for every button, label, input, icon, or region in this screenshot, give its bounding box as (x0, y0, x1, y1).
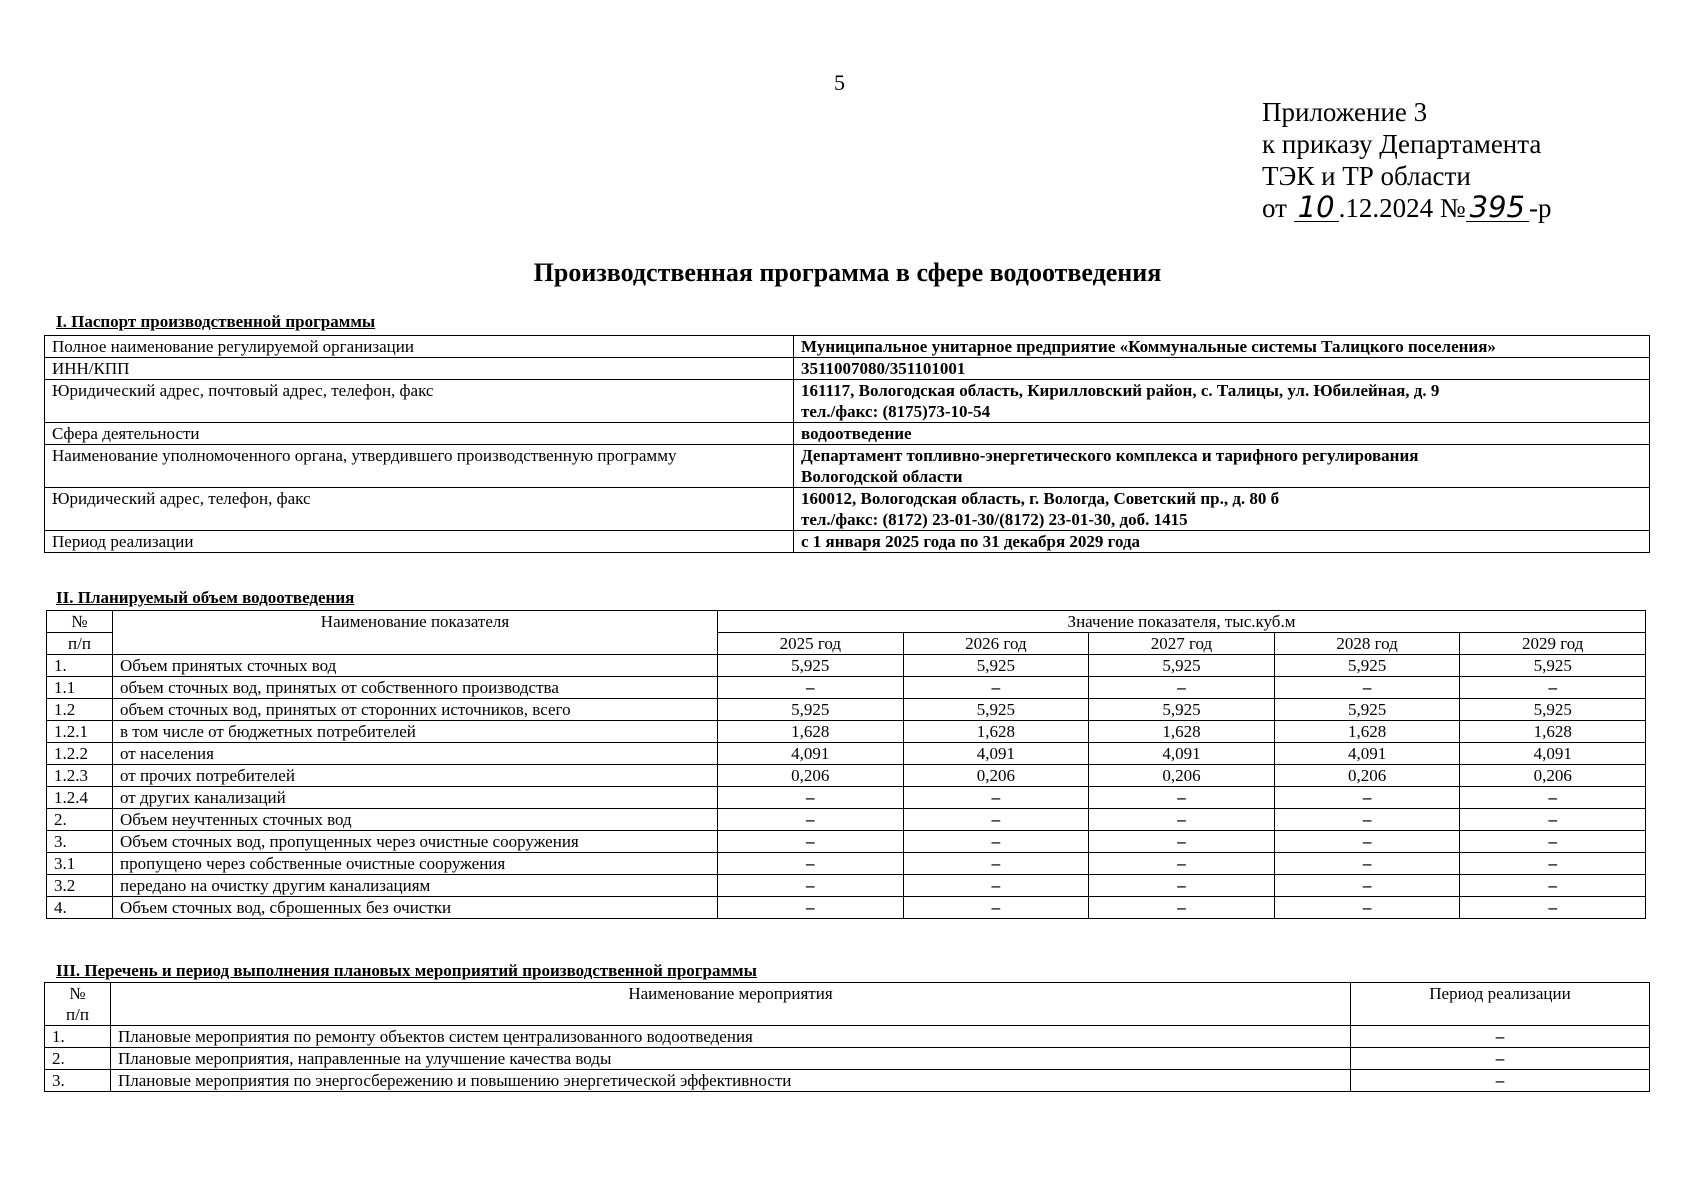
page-title: Производственная программа в сфере водоотведения (533, 258, 1162, 287)
indicator-value: – (1089, 809, 1275, 831)
col-no-header-2: п/п (47, 633, 113, 655)
passport-label: Наименование уполномоченного органа, утвердившего производственную программу (45, 445, 794, 488)
indicator-value: – (1274, 809, 1460, 831)
indicator-value: 4,091 (718, 743, 904, 765)
indicator-value: – (718, 831, 904, 853)
passport-value (794, 358, 1650, 380)
row-number: 1.1 (47, 677, 113, 699)
row-number: 1.2.3 (47, 765, 113, 787)
volume-table (46, 610, 1646, 919)
volume-row (47, 743, 1646, 765)
appendix-line-3: ТЭК и ТР области (1262, 161, 1471, 191)
indicator-value: – (903, 875, 1089, 897)
row-number: 1. (47, 655, 113, 677)
activity-name: Плановые мероприятия по энергосбережению и повышению энергетической эффективности (111, 1070, 1351, 1092)
passport-row (45, 445, 1650, 488)
indicator-value: 5,925 (1274, 655, 1460, 677)
passport-value-line-2: тел./факс: (8175)73-10-54 (801, 402, 991, 421)
indicator-value: – (1460, 831, 1646, 853)
appendix-line-2: к приказу Департамента (1262, 129, 1542, 159)
row-number: 1.2.1 (47, 721, 113, 743)
indicator-value: – (1089, 853, 1275, 875)
activity-period: – (1351, 1070, 1650, 1092)
passport-value-line-1: водоотведение (801, 424, 912, 443)
passport-value (794, 531, 1650, 553)
passport-label: Период реализации (45, 531, 794, 553)
indicator-name: Объем сточных вод, сброшенных без очистки (113, 897, 718, 919)
activity-period: – (1351, 1048, 1650, 1070)
passport-row (45, 423, 1650, 445)
passport-label: Юридический адрес, телефон, факс (45, 488, 794, 531)
volume-row (47, 765, 1646, 787)
appendix-header (1262, 96, 1551, 224)
activity-row (45, 1070, 1650, 1092)
row-number: 3.1 (47, 853, 113, 875)
indicator-value: 5,925 (1089, 655, 1275, 677)
order-number-handwritten: 395 (1466, 193, 1529, 222)
indicator-value: 0,206 (1460, 765, 1646, 787)
indicator-value: – (718, 677, 904, 699)
indicator-name: Объем принятых сточных вод (113, 655, 718, 677)
passport-value-line-1: 3511007080/351101001 (801, 359, 966, 378)
indicator-name: от прочих потребителей (113, 765, 718, 787)
indicator-value: – (1460, 677, 1646, 699)
volume-row (47, 699, 1646, 721)
passport-label: Юридический адрес, почтовый адрес, телефон, факс (45, 380, 794, 423)
volume-row (47, 875, 1646, 897)
appendix-date-line (1262, 192, 1551, 224)
indicator-value: – (1460, 787, 1646, 809)
activities-table (44, 982, 1650, 1092)
passport-value-line-1: 160012, Вологодская область, г. Вологда, Советский пр., д. 80 б (801, 489, 1280, 508)
passport-value (794, 445, 1650, 488)
indicator-name: объем сточных вод, принятых от собственного производства (113, 677, 718, 699)
indicator-name: Объем сточных вод, пропущенных через очистные сооружения (113, 831, 718, 853)
indicator-value: – (1089, 677, 1275, 699)
indicator-value: 5,925 (1274, 699, 1460, 721)
passport-value (794, 423, 1650, 445)
indicator-value: 4,091 (1089, 743, 1275, 765)
volume-row (47, 809, 1646, 831)
indicator-value: – (1089, 831, 1275, 853)
volume-row (47, 831, 1646, 853)
indicator-value: 5,925 (903, 655, 1089, 677)
passport-value-line-1: Департамент топливно-энергетического комплекса и тарифного регулирования (801, 446, 1419, 465)
indicator-value: – (1460, 853, 1646, 875)
col-no-header: № (47, 611, 113, 633)
indicator-value: – (903, 853, 1089, 875)
indicator-value: – (1089, 897, 1275, 919)
activity-number: 1. (45, 1026, 111, 1048)
indicator-value: – (718, 897, 904, 919)
activity-name: Плановые мероприятия по ремонту объектов систем централизованного водоотведения (111, 1026, 1351, 1048)
passport-value-line-2: тел./факс: (8172) 23-01-30/(8172) 23-01-30, доб. 1415 (801, 510, 1188, 529)
indicator-value: – (903, 831, 1089, 853)
passport-row (45, 531, 1650, 553)
activity-col-name-header: Наименование мероприятия (111, 983, 1351, 1026)
passport-value (794, 380, 1650, 423)
activity-number: 3. (45, 1070, 111, 1092)
year-header: 2028 год (1274, 633, 1460, 655)
volume-row (47, 721, 1646, 743)
activity-row (45, 1048, 1650, 1070)
indicator-name: объем сточных вод, принятых от сторонних источников, всего (113, 699, 718, 721)
passport-row (45, 488, 1650, 531)
indicator-value: 0,206 (718, 765, 904, 787)
indicator-value: – (1460, 875, 1646, 897)
indicator-value: – (1089, 787, 1275, 809)
indicator-value: – (718, 875, 904, 897)
passport-label: Полное наименование регулируемой организации (45, 336, 794, 358)
indicator-value: – (1274, 853, 1460, 875)
indicator-value: 1,628 (1274, 721, 1460, 743)
indicator-value: – (718, 853, 904, 875)
indicator-value: – (903, 809, 1089, 831)
row-number: 1.2.2 (47, 743, 113, 765)
year-header: 2025 год (718, 633, 904, 655)
indicator-value: – (1274, 677, 1460, 699)
order-suffix: -р (1528, 193, 1552, 223)
section-1-title: I. Паспорт производственной программы (56, 312, 376, 331)
activity-number: 2. (45, 1048, 111, 1070)
passport-value (794, 488, 1650, 531)
passport-value-line-2: Вологодской области (801, 467, 963, 486)
passport-value (794, 336, 1650, 358)
row-number: 4. (47, 897, 113, 919)
indicator-value: – (903, 677, 1089, 699)
year-header: 2026 год (903, 633, 1089, 655)
row-number: 2. (47, 809, 113, 831)
indicator-name: передано на очистку другим канализациям (113, 875, 718, 897)
activity-name: Плановые мероприятия, направленные на улучшение качества воды (111, 1048, 1351, 1070)
activity-col-no-header: № п/п (45, 983, 111, 1026)
volume-row (47, 677, 1646, 699)
section-3-title: III. Перечень и период выполнения плановых мероприятий производственной программы (56, 961, 757, 980)
indicator-value: 4,091 (903, 743, 1089, 765)
indicator-value: 0,206 (1274, 765, 1460, 787)
col-name-header: Наименование показателя (113, 611, 718, 655)
indicator-value: – (1274, 831, 1460, 853)
indicator-value: 5,925 (1089, 699, 1275, 721)
volume-row (47, 897, 1646, 919)
volume-row (47, 787, 1646, 809)
activity-col-period-header: Период реализации (1351, 983, 1650, 1026)
indicator-name: в том числе от бюджетных потребителей (113, 721, 718, 743)
indicator-value: – (718, 787, 904, 809)
indicator-name: от других канализаций (113, 787, 718, 809)
col-values-header: Значение показателя, тыс.куб.м (718, 611, 1646, 633)
indicator-value: 5,925 (718, 699, 904, 721)
indicator-value: – (1460, 897, 1646, 919)
passport-value-line-1: с 1 января 2025 года по 31 декабря 2029 года (801, 532, 1141, 551)
indicator-name: Объем неучтенных сточных вод (113, 809, 718, 831)
indicator-value: 1,628 (903, 721, 1089, 743)
section-2-title: II. Планируемый объем водоотведения (56, 588, 355, 607)
indicator-value: – (1460, 809, 1646, 831)
date-prefix: от (1262, 193, 1287, 223)
year-header: 2027 год (1089, 633, 1275, 655)
year-header: 2029 год (1460, 633, 1646, 655)
passport-row (45, 336, 1650, 358)
indicator-value: 1,628 (1460, 721, 1646, 743)
indicator-value: 1,628 (718, 721, 904, 743)
passport-label: ИНН/КПП (45, 358, 794, 380)
volume-row (47, 655, 1646, 677)
indicator-value: 4,091 (1460, 743, 1646, 765)
passport-row (45, 380, 1650, 423)
indicator-value: – (1274, 787, 1460, 809)
indicator-value: 5,925 (903, 699, 1089, 721)
indicator-value: – (1274, 875, 1460, 897)
activity-row (45, 1026, 1650, 1048)
indicator-value: – (718, 809, 904, 831)
row-number: 1.2 (47, 699, 113, 721)
indicator-name: пропущено через собственные очистные сооружения (113, 853, 718, 875)
indicator-value: – (1089, 875, 1275, 897)
date-rest: .12.2024 № (1338, 193, 1466, 223)
indicator-value: – (903, 787, 1089, 809)
passport-row (45, 358, 1650, 380)
passport-value-line-1: Муниципальное унитарное предприятие «Коммунальные системы Талицкого поселения» (801, 337, 1496, 356)
passport-value-line-1: 161117, Вологодская область, Кирилловский район, с. Талицы, ул. Юбилейная, д. 9 (801, 381, 1440, 400)
date-day-handwritten: 10 (1294, 193, 1339, 222)
indicator-value: 5,925 (718, 655, 904, 677)
indicator-value: 5,925 (1460, 655, 1646, 677)
indicator-value: 0,206 (903, 765, 1089, 787)
indicator-value: 5,925 (1460, 699, 1646, 721)
passport-table (44, 335, 1650, 553)
indicator-value: – (1274, 897, 1460, 919)
row-number: 1.2.4 (47, 787, 113, 809)
indicator-name: от населения (113, 743, 718, 765)
indicator-value: 1,628 (1089, 721, 1275, 743)
page-number: 5 (834, 70, 845, 95)
row-number: 3.2 (47, 875, 113, 897)
volume-row (47, 853, 1646, 875)
appendix-line-1: Приложение 3 (1262, 97, 1428, 127)
indicator-value: – (903, 897, 1089, 919)
indicator-value: 0,206 (1089, 765, 1275, 787)
indicator-value: 4,091 (1274, 743, 1460, 765)
row-number: 3. (47, 831, 113, 853)
activity-period: – (1351, 1026, 1650, 1048)
passport-label: Сфера деятельности (45, 423, 794, 445)
